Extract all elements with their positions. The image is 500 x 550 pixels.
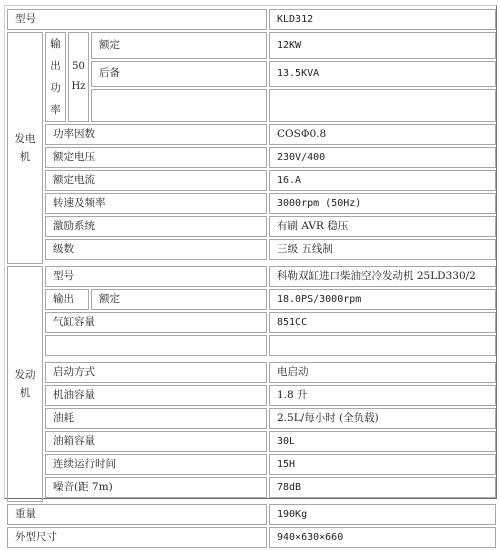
- blank-cell: [91, 89, 267, 122]
- dimensions-label: 外型尺寸: [7, 527, 267, 548]
- row-engine-output: [7, 289, 496, 310]
- spec-value: 230V/400: [269, 147, 496, 168]
- spec-value: 三级 五线制: [269, 239, 496, 260]
- engine-output-value: 18.0PS/3000rpm: [269, 289, 496, 310]
- spec-label: 噪音(距 7m): [45, 477, 267, 498]
- dimensions-value: 940×630×660: [269, 527, 496, 548]
- spec-label: 油耗: [45, 408, 267, 429]
- spec-value: 16.A: [269, 170, 496, 191]
- row-excitation: [7, 216, 496, 237]
- row-power-factor: [7, 124, 496, 145]
- spacer: [45, 262, 496, 264]
- spec-value: 30L: [269, 431, 496, 452]
- spec-value: 2.5L/每小时 (全负载): [269, 408, 496, 429]
- row-fuel-consumption: [7, 408, 496, 429]
- spec-label: 机油容量: [45, 385, 267, 406]
- spec-label: 油箱容量: [45, 431, 267, 452]
- row-dimensions: [7, 527, 496, 548]
- spacer: [45, 358, 496, 360]
- spec-label: 连续运行时间: [45, 454, 267, 475]
- spec-label: 级数: [45, 239, 267, 260]
- spec-value: 1.8 升: [269, 385, 496, 406]
- output-frequency: 50 Hz: [68, 32, 89, 122]
- displacement-value: 851CC: [269, 312, 496, 333]
- engine-output-label: 输出: [45, 289, 89, 310]
- row-run-time: [7, 454, 496, 475]
- row-displacement: [7, 312, 496, 333]
- spec-label: 转速及频率: [45, 193, 267, 214]
- spec-value: 有刷 AVR 稳压: [269, 216, 496, 237]
- row-output-rated: [7, 32, 496, 59]
- row-speed-frequency: [7, 193, 496, 214]
- spec-table: [5, 7, 498, 550]
- spec-value: COSΦ0.8: [269, 124, 496, 145]
- model-label: 型号: [7, 9, 267, 30]
- engine-group-label: 发动机: [7, 266, 43, 502]
- blank-cell: [269, 335, 496, 356]
- spec-value: 78dB: [269, 477, 496, 498]
- spec-label: 额定电压: [45, 147, 267, 168]
- engine-output-sublabel: 额定: [91, 289, 267, 310]
- row-engine-model: [7, 266, 496, 287]
- generator-group-label: 发电机: [7, 32, 43, 264]
- model-value: KLD312: [269, 9, 496, 30]
- row-poles: [7, 239, 496, 260]
- row-engine-gap: [7, 358, 496, 360]
- weight-label: 重量: [7, 504, 267, 525]
- standby-label: 后备: [91, 61, 267, 88]
- engine-model-label: 型号: [45, 266, 267, 287]
- row-oil-capacity: [7, 385, 496, 406]
- row-engine-end: [7, 500, 496, 502]
- spec-label: 启动方式: [45, 362, 267, 383]
- rated-value: 12KW: [269, 32, 496, 59]
- row-model: [7, 9, 496, 30]
- rated-label: 额定: [91, 32, 267, 59]
- spec-value: 电启动: [269, 362, 496, 383]
- blank-cell: [45, 335, 267, 356]
- row-weight: [7, 504, 496, 525]
- spec-label: 额定电流: [45, 170, 267, 191]
- row-tank-capacity: [7, 431, 496, 452]
- spec-value: 15H: [269, 454, 496, 475]
- spec-label: 激励系统: [45, 216, 267, 237]
- row-generator-end: [7, 262, 496, 264]
- row-rated-voltage: [7, 147, 496, 168]
- row-rated-current: [7, 170, 496, 191]
- spec-value: 3000rpm (50Hz): [269, 193, 496, 214]
- engine-model-value: 科勒双缸进口柴油空冷发动机 25LD330/2: [269, 266, 496, 287]
- row-engine-blank: [7, 335, 496, 356]
- row-start-method: [7, 362, 496, 383]
- row-noise: [7, 477, 496, 498]
- standby-value: 13.5KVA: [269, 61, 496, 88]
- weight-value: 190Kg: [269, 504, 496, 525]
- blank-cell: [269, 89, 496, 122]
- output-power-label: 输出功率: [45, 32, 66, 122]
- displacement-label: 气缸容量: [45, 312, 267, 333]
- spacer: [45, 500, 496, 502]
- spec-label: 功率因数: [45, 124, 267, 145]
